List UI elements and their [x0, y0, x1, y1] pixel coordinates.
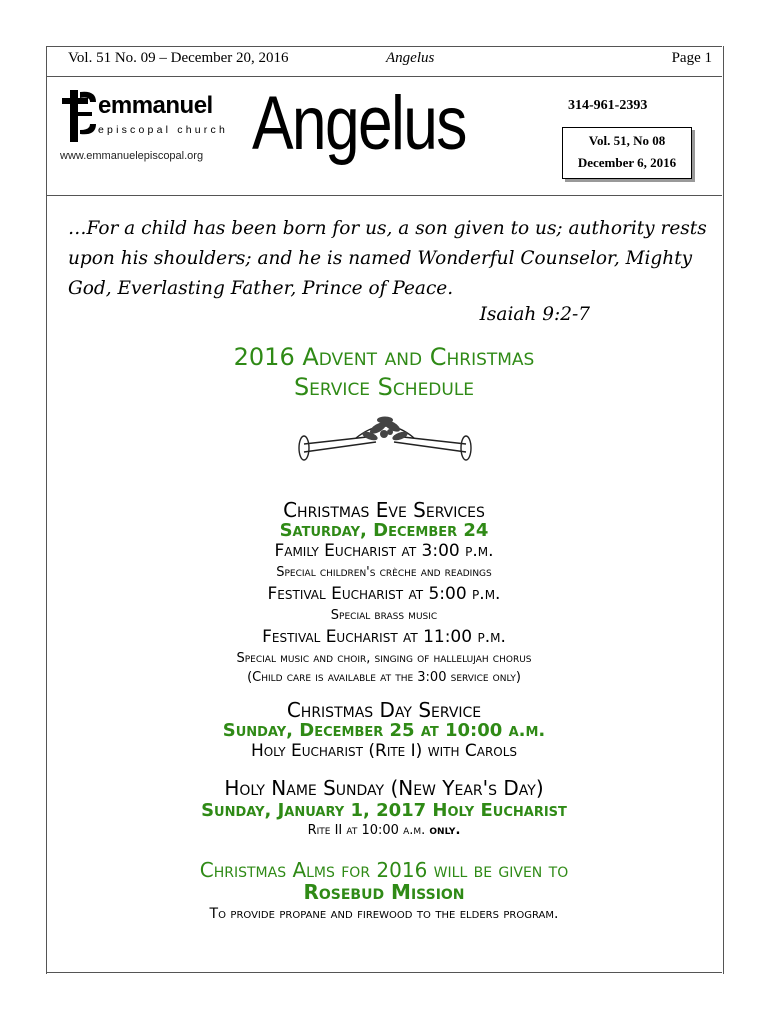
schedule-title	[46, 342, 722, 402]
header-title: Angelus	[386, 50, 435, 66]
logo-name: emmanuel	[98, 92, 213, 119]
eve-childcare-note: (Child care is available at the 3:00 service only)	[247, 670, 521, 685]
eve-service-2: Festival Eucharist at 5:00 p.m.	[267, 584, 501, 604]
bottom-rule	[46, 972, 722, 973]
scripture-citation: Isaiah 9:2-7	[479, 304, 590, 325]
volume-box-line2: December 6, 2016	[577, 155, 677, 170]
header-page-number: Page 1	[671, 50, 712, 66]
holy-name-service-text: Rite II at 10:00 a.m.	[307, 823, 430, 838]
cross-e-logo-icon	[58, 88, 98, 146]
masthead-title: Angelus	[252, 81, 466, 166]
day-service: Holy Eucharist (Rite I) with Carols	[250, 741, 518, 761]
alms-description: To provide propane and firewood to the elders program.	[209, 906, 559, 922]
eve-service-1-note: Special children's crèche and readings	[276, 565, 492, 580]
eve-service-1: Family Eucharist at 3:00 p.m.	[274, 541, 494, 561]
eve-service-3-note: Special music and choir, singing of hallelujah chorus	[236, 651, 532, 666]
eve-date: Saturday, December 24	[279, 520, 489, 541]
schedule-title-line2: Service Schedule	[293, 373, 475, 401]
phone-number: 314-961-2393	[568, 98, 648, 113]
eve-service-3: Festival Eucharist at 11:00 p.m.	[262, 627, 506, 647]
schedule-title-line1: 2016 Advent and Christmas	[233, 343, 535, 371]
holy-name-only: only.	[429, 823, 461, 838]
logo-subtitle: episcopal church	[98, 124, 228, 136]
holy-name-heading: Holy Name Sunday (New Year's Day)	[224, 776, 544, 800]
alms-heading-line2: Rosebud Mission	[303, 880, 465, 904]
day-heading: Christmas Day Service	[286, 698, 482, 722]
day-date: Sunday, December 25 at 10:00 a.m.	[222, 720, 546, 741]
trumpets-holly-icon	[296, 406, 474, 476]
holy-name-date: Sunday, January 1, 2017 Holy Eucharist	[201, 800, 567, 821]
top-rule	[46, 46, 722, 47]
eve-heading: Christmas Eve Services	[283, 498, 485, 522]
website-url[interactable]: www.emmanuelepiscopal.org	[60, 150, 204, 162]
masthead-rule	[46, 195, 722, 196]
church-logo	[58, 88, 228, 168]
alms-heading-line1: Christmas Alms for 2016 will be given to	[199, 858, 569, 882]
holy-name-service	[46, 823, 722, 838]
volume-box	[562, 127, 692, 179]
header-volume: Vol. 51 No. 09 – December 20, 2016	[68, 50, 289, 66]
volume-box-line1: Vol. 51, No 08	[588, 133, 666, 148]
header-rule	[46, 76, 722, 77]
scripture-quote: …For a child has been born for us, a son given to us; authority rests upon his shoulders; and he is named Wonderful Counselor, Mighty God, Everlasting Father, Prince of Peace.	[68, 218, 707, 299]
eve-service-2-note: Special brass music	[330, 608, 438, 623]
